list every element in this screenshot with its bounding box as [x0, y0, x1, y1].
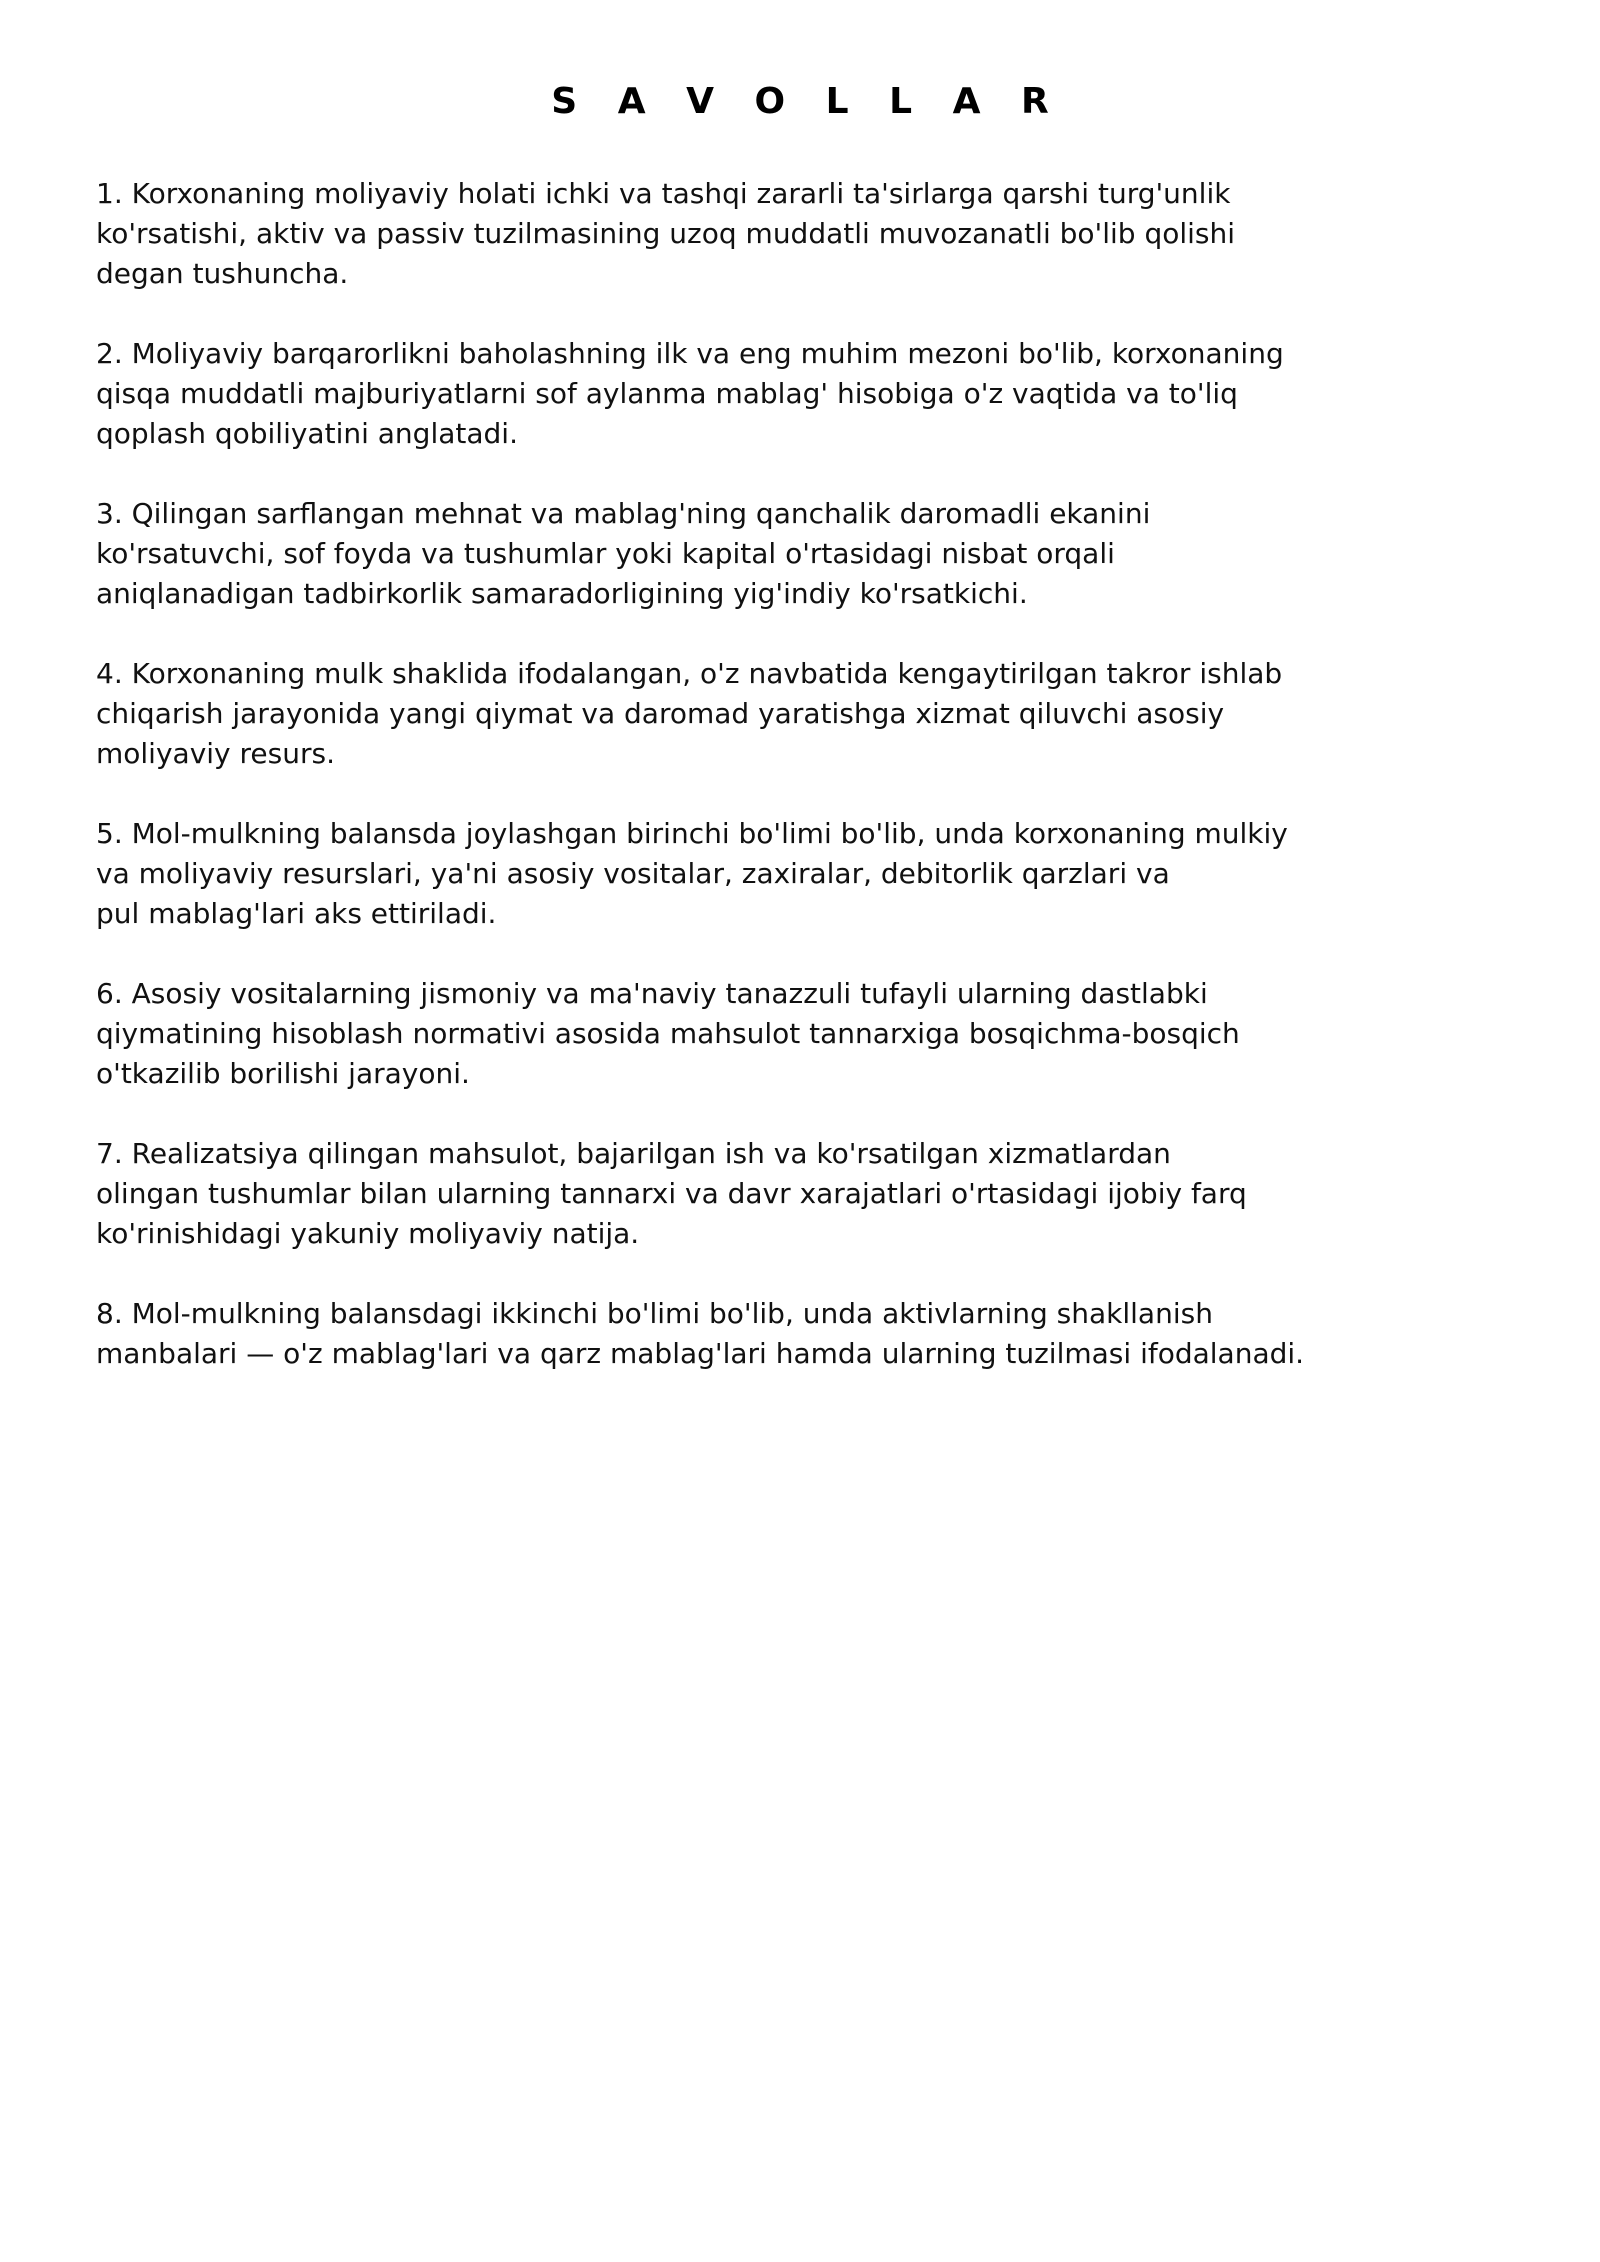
question-list [96, 174, 1436, 1414]
question-item-3: 3. Qilingan sarflangan mehnat va mablag'ning qanchalik daromadli ekanini ko'rsatuvchi, sof foyda va tushumlar yoki kapital o'rtasidagi nisbat orqali aniqlanadigan tadbirkorlik samaradorligining yig'indiy ko'rsatkichi. [96, 497, 1151, 610]
question-item-1: 1. Korxonaning moliyaviy holati ichki va tashqi zararli ta'sirlarga qarshi turg'unlik ko'rsatishi, aktiv va passiv tuzilmasining uzoq muddatli muvozanatli bo'lib qolishi degan tushuncha. [96, 177, 1236, 290]
question-item-8: 8. Mol-mulkning balansdagi ikkinchi bo'limi bo'lib, unda aktivlarning shakllanish manbalari — o'z mablag'lari va qarz mablag'lari hamda ularning tuzilmasi ifodalanadi. [96, 1297, 1305, 1370]
page-title: S A V O L L A R [551, 81, 1063, 123]
question-item-6: 6. Asosiy vositalarning jismoniy va ma'naviy tanazzuli tufayli ularning dastlabki qiymatining hisoblash normativi asosida mahsulot tannarxiga bosqichma-bosqich o'tkazilib borilishi jarayoni. [96, 977, 1240, 1090]
question-item-2: 2. Moliyaviy barqarorlikni baholashning ilk va eng muhim mezoni bo'lib, korxonaning qisqa muddatli majburiyatlarni sof aylanma mablag' hisobiga o'z vaqtida va to'liq qoplash qobiliyatini anglatadi. [96, 337, 1284, 450]
question-item-5: 5. Mol-mulkning balansda joylashgan birinchi bo'limi bo'lib, unda korxonaning mulkiy va moliyaviy resurslari, ya'ni asosiy vositalar, zaxiralar, debitorlik qarzlari va pul mablag'lari aks ettiriladi. [96, 817, 1288, 930]
question-item-7: 7. Realizatsiya qilingan mahsulot, bajarilgan ish va ko'rsatilgan xizmatlardan olingan tushumlar bilan ularning tannarxi va davr xarajatlari o'rtasidagi ijobiy farq ko'rinishidagi yakuniy moliyaviy natija. [96, 1137, 1247, 1250]
question-item-4: 4. Korxonaning mulk shaklida ifodalangan, o'z navbatida kengaytirilgan takror ishlab chiqarish jarayonida yangi qiymat va daromad yaratishga xizmat qiluvchi asosiy moliyaviy resurs. [96, 657, 1283, 770]
